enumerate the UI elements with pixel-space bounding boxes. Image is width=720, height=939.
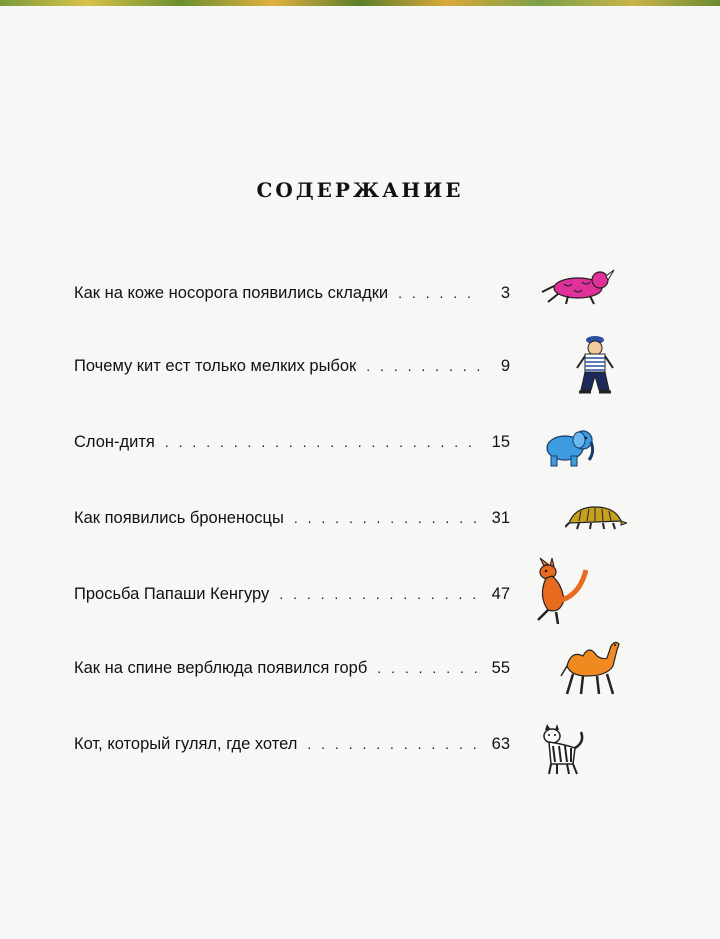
toc-entry[interactable] — [74, 659, 510, 683]
toc-entry[interactable] — [74, 735, 510, 759]
dot-leader — [377, 660, 480, 676]
dot-leader — [279, 586, 480, 602]
toc-entry-title: Просьба Папаши Кенгуру — [74, 585, 270, 603]
toc-entry-title: Слон-дитя — [74, 433, 155, 451]
toc-entry-page: 9 — [500, 357, 510, 375]
toc-entry[interactable] — [74, 509, 510, 533]
toc-entry-page: 47 — [491, 585, 510, 603]
dot-leader — [307, 736, 480, 752]
toc-entry-page: 63 — [491, 735, 510, 753]
toc-entry-page: 15 — [491, 433, 510, 451]
toc-entry[interactable] — [74, 284, 510, 308]
table-of-contents — [74, 0, 510, 939]
blue-elephant-icon — [541, 424, 597, 470]
dot-leader — [294, 510, 480, 526]
toc-entry-page: 3 — [500, 284, 510, 302]
armadillo-icon — [565, 503, 627, 531]
camel-icon — [557, 636, 623, 698]
dot-leader — [366, 358, 480, 374]
toc-entry-title: Как на спине верблюда появился горб — [74, 659, 368, 677]
toc-entry-page: 31 — [491, 509, 510, 527]
cat-icon — [537, 724, 587, 776]
toc-entry[interactable] — [74, 585, 510, 609]
dot-leader — [398, 285, 480, 301]
dot-leader — [165, 434, 480, 450]
toc-entry-title: Почему кит ест только мелких рыбок — [74, 357, 357, 375]
toc-entry-title: Кот, который гулял, где хотел — [74, 735, 298, 753]
toc-entry[interactable] — [74, 433, 510, 457]
toc-entry-title: Как появились броненосцы — [74, 509, 284, 527]
pink-rhinoceros-icon — [538, 266, 618, 306]
kangaroo-icon — [530, 556, 588, 626]
toc-entry-title: Как на коже носорога появились складки — [74, 284, 389, 302]
contents-heading: СОДЕРЖАНИЕ — [256, 178, 464, 202]
sailor-man-icon — [573, 332, 617, 398]
toc-entry[interactable] — [74, 357, 510, 381]
toc-entry-page: 55 — [491, 659, 510, 677]
